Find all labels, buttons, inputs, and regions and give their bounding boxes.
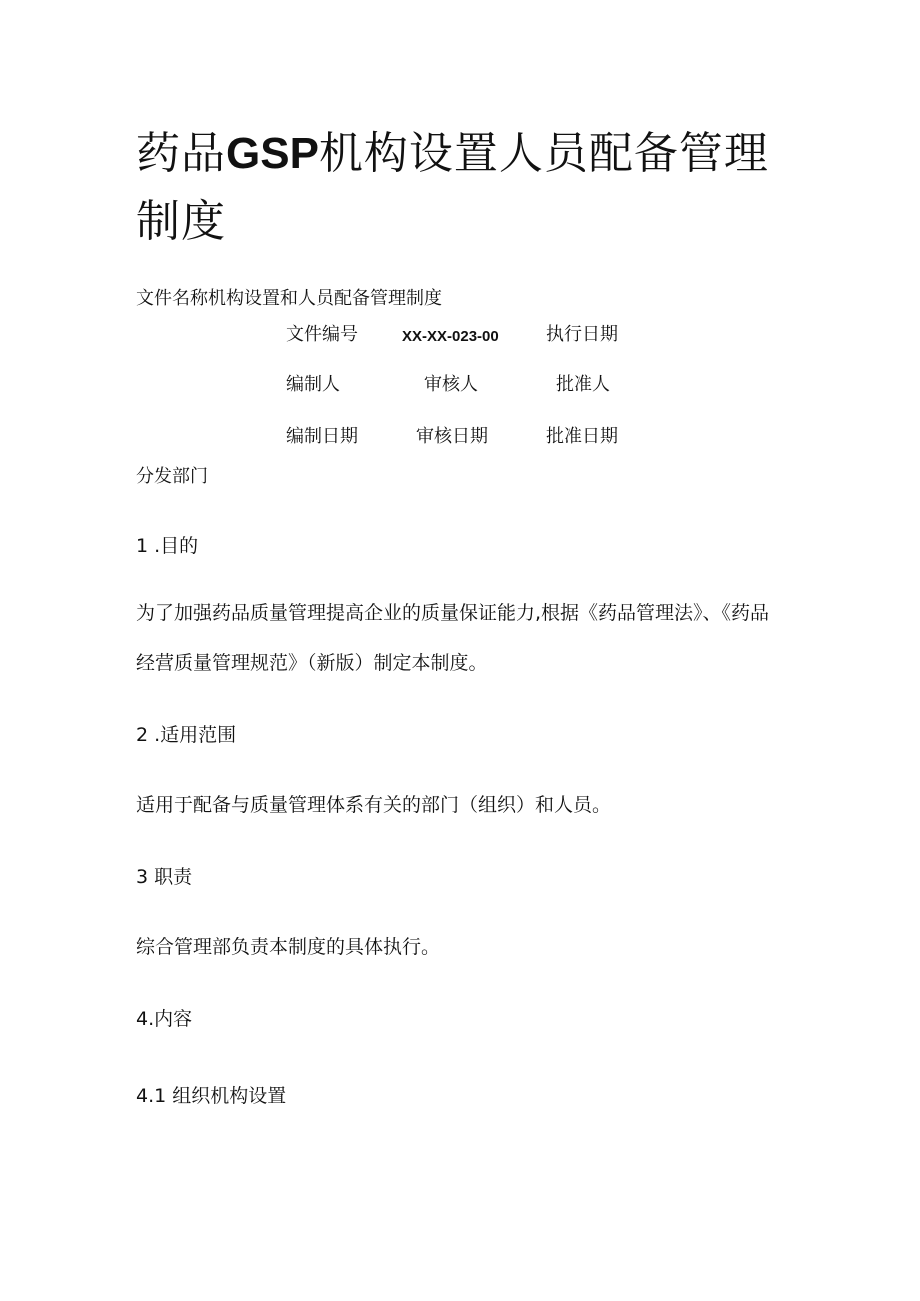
title-line-1 xyxy=(136,122,796,186)
section-3-body: 综合管理部负责本制度的具体执行。 xyxy=(136,936,441,958)
section-4-1-heading: 4.1 组织机构设置 xyxy=(136,1085,287,1107)
review-date-label: 审核日期 xyxy=(416,426,488,447)
title-line-2: 制度 xyxy=(136,196,226,247)
section-1-body: 为了加强药品质量管理提高企业的质量保证能力,根据《药品管理法》、《药品经营质量管理规范》（新版）制定本制度。 xyxy=(136,602,770,674)
section-3-heading: 3 职责 xyxy=(136,866,193,888)
section-4-heading: 4.内容 xyxy=(136,1008,193,1030)
distribution-label: 分发部门 xyxy=(136,466,208,487)
title-prefix: 药品 xyxy=(136,128,226,179)
file-name-label: 文件名称机构设置和人员配备管理制度 xyxy=(136,288,442,309)
section-1-heading: 1 .目的 xyxy=(136,535,199,557)
section-2-body: 适用于配备与质量管理体系有关的部门（组织）和人员。 xyxy=(136,794,612,816)
exec-date-label: 执行日期 xyxy=(546,324,618,345)
document-title xyxy=(136,122,796,254)
title-suffix: 机构设置人员配备管理 xyxy=(318,128,769,179)
author-date-label: 编制日期 xyxy=(286,426,358,447)
file-no-label: 文件编号 xyxy=(286,324,358,345)
file-no-value: XX-XX-023-00 xyxy=(402,328,499,345)
approve-date-label: 批准日期 xyxy=(546,426,618,447)
reviewer-label: 审核人 xyxy=(424,374,478,395)
section-2-heading: 2 .适用范围 xyxy=(136,724,237,746)
author-label: 编制人 xyxy=(286,374,340,395)
approver-label: 批准人 xyxy=(556,374,610,395)
title-gsp: GSP xyxy=(226,129,319,178)
